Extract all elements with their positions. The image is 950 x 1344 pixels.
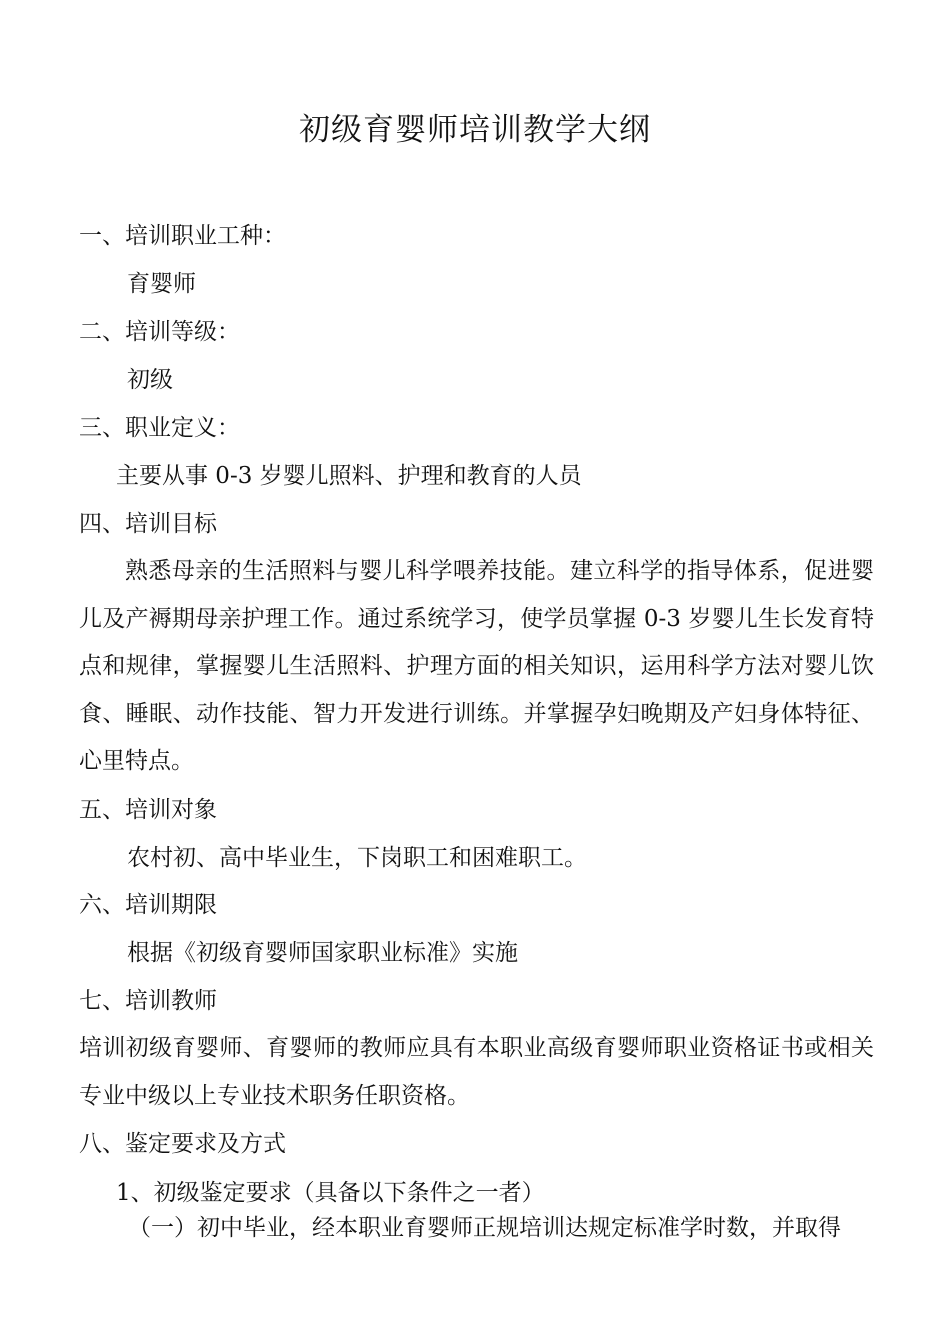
document-title: 初级育婴师培训教学大纲 [299,112,651,148]
section-1-body: 育婴师 [127,271,196,297]
section-6-heading: 六、培训期限 [79,892,217,918]
section-3-body: 主要从事 0-3 岁婴儿照料、护理和教育的人员 [116,463,582,489]
section-2-heading: 二、培训等级： [79,319,240,345]
section-7-heading: 七、培训教师 [79,988,217,1014]
section-6-body: 根据《初级育婴师国家职业标准》实施 [127,940,518,966]
section-8-item: （一）初中毕业，经本职业育婴师正规培训达规定标准学时数，并取得 [128,1215,841,1241]
section-5-heading: 五、培训对象 [79,797,217,823]
section-3-heading: 三、职业定义： [79,415,240,441]
section-8-heading: 八、鉴定要求及方式 [79,1131,286,1157]
section-5-body: 农村初、高中毕业生，下岗职工和困难职工。 [127,845,587,871]
section-2-body: 初级 [127,367,173,393]
section-8-subheading: 1、初级鉴定要求（具备以下条件之一者） [116,1180,545,1206]
section-4-heading: 四、培训目标 [79,511,217,537]
section-7-body: 培训初级育婴师、育婴师的教师应具有本职业高级育婴师职业资格证书或相关专业中级以上专业技术职务任职资格。 [79,1035,874,1109]
section-1-heading: 一、培训职业工种： [79,223,286,249]
section-4-body: 熟悉母亲的生活照料与婴儿科学喂养技能。建立科学的指导体系，促进婴儿及产褥期母亲护理工作。通过系统学习，使学员掌握 0-3 岁婴儿生长发育特点和规律，掌握婴儿生活照料、护理方面的相关知识，运用科学方法对婴儿饮食、睡眠、动作技能、智力开发进行训练。并掌握孕妇晚期及产妇身体特征、心里特点。 [79,558,874,774]
